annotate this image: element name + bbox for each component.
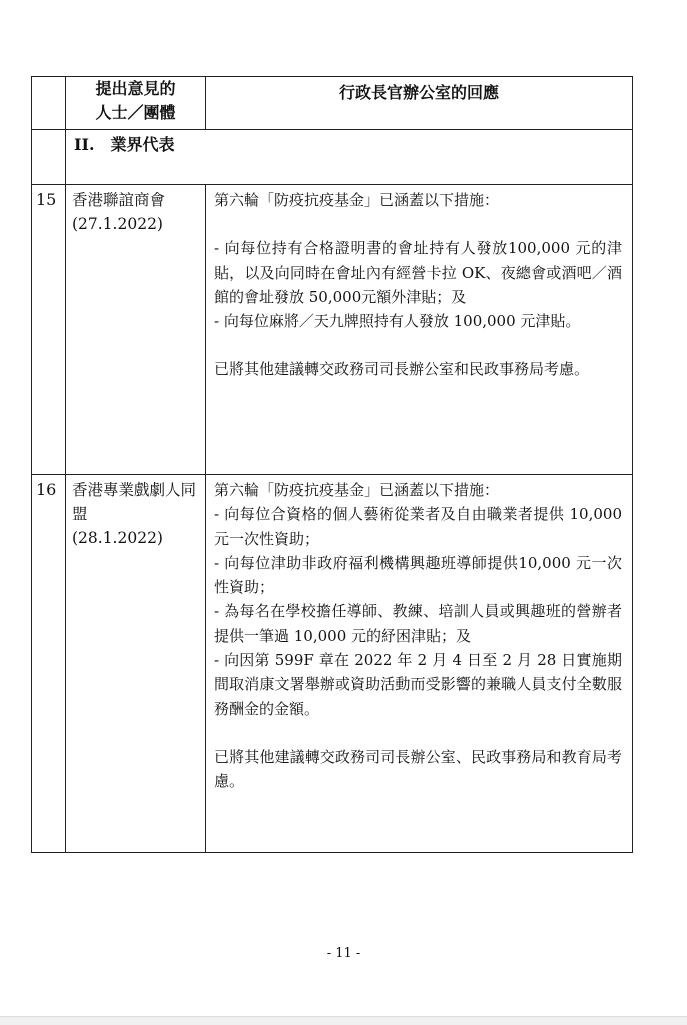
row-response [206,475,633,853]
section-row [32,130,633,185]
section-number-cell [32,130,66,185]
header-number-cell [32,77,66,130]
header-org-cell [66,77,206,130]
response-paragraph: - 向每位津助非政府福利機構興趣班導師提供10,000 元一次性資助； [214,553,622,597]
response-paragraph: - 向因第 599F 章在 2022 年 2 月 4 日至 2 月 28 日實施期間取消康文署舉辦或資助活動而受影響的兼職人員支付全數服務酬金的金額。 [214,651,622,718]
table-row [32,185,633,475]
section-title: II. 業界代表 [66,130,633,185]
response-paragraph: 第六輪「防疫抗疫基金」已涵蓋以下措施： [214,191,500,209]
row-response [206,185,633,475]
response-paragraph: - 向每位合資格的個人藝術從業者及自由職業者提供 10,000 元一次性資助； [214,505,622,548]
response-paragraph: 第六輪「防疫抗疫基金」已涵蓋以下措施： [214,481,500,499]
organization-date: (27.1.2022) [72,215,163,233]
submissions-table [31,76,633,853]
row-organization [66,475,206,853]
paragraph-gap [214,721,622,745]
organization-date: (28.1.2022) [72,529,163,547]
row-number: 15 [32,185,66,475]
row-organization [66,185,206,475]
header-org-line1: 提出意見的 [95,79,176,98]
page-number: - 11 - [326,946,361,961]
response-paragraph: - 向每位持有合格證明書的會址持有人發放100,000 元的津貼，以及向同時在會址內有經營卡拉 OK、夜總會或酒吧／酒館的會址發放 50,000元額外津貼；及 [214,239,622,306]
response-paragraph: - 為每名在學校擔任導師、教練、培訓人員或興趣班的營辦者提供一筆過 10,000 元的紓困津貼；及 [214,602,622,645]
row-number: 16 [32,475,66,853]
organization-name: 香港聯誼商會 [72,191,166,209]
header-response-cell: 行政長官辦公室的回應 [206,77,633,130]
response-paragraph: 已將其他建議轉交政務司司長辦公室和民政事務局考慮。 [214,360,590,379]
response-paragraph: - 向每位麻將／天九牌照持有人發放 100,000 元津貼。 [214,312,581,331]
table-header-row [32,77,633,130]
response-paragraph: 已將其他建議轉交政務司司長辦公室、民政事務局和教育局考慮。 [214,747,622,791]
paragraph-gap [214,212,622,236]
table-row [32,475,633,853]
paragraph-gap [214,333,622,357]
organization-name: 香港專業戲劇人同盟 [72,481,197,523]
header-org-line2: 人士／團體 [95,103,176,122]
